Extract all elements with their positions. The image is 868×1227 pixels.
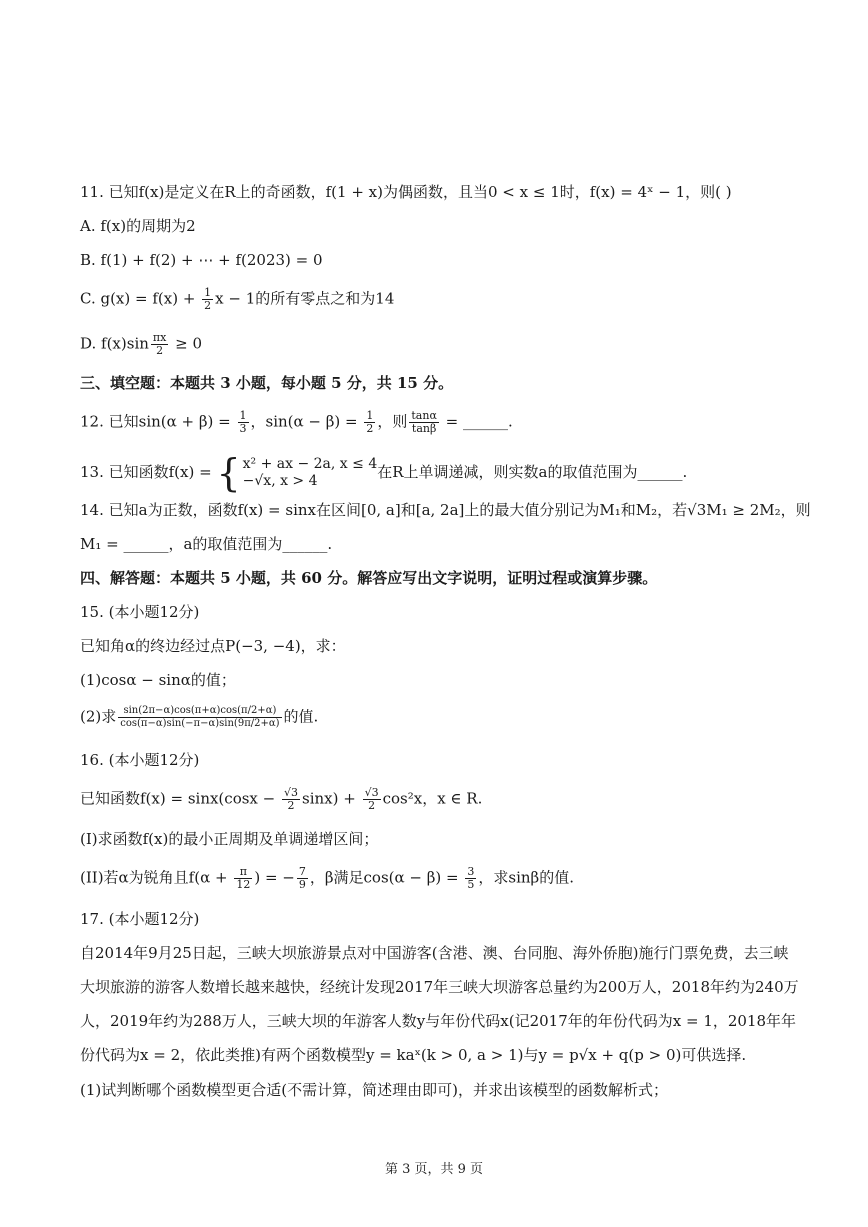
q16-part-2-fraction-3: $\frac{3}{5}$ [467, 865, 475, 891]
q13-pre: 13. 已知函数f(x) = [80, 463, 217, 481]
q16-part-2-fraction-1: $\frac{\pi}{12}$ [236, 865, 251, 891]
q15-stem: 已知角α的终边经过点P(−3, −4)，求： [80, 637, 346, 655]
q11-stem: 11. 已知f(x)是定义在R上的奇函数，f(1 + x)为偶函数，且当0 < x ≤ 1时，f(x) = 4ˣ − 1，则( ) [80, 183, 732, 201]
q11-option-b: B. f(1) + f(2) + ⋯ + f(2023) = 0 [80, 251, 323, 269]
q13 [80, 451, 688, 495]
q11-option-d-fraction: $\frac{\pi x}{2}$ [152, 331, 167, 357]
q17-part-1: (1)试判断哪个函数模型更合适(不需计算，简述理由即可)，并求出该模型的函数解析式； [80, 1081, 668, 1099]
q16-stem [80, 787, 482, 812]
q13-case-1: x² + ax − 2a, x ≤ 4 [242, 456, 378, 472]
q11-option-d-pre: D. f(x)sin [80, 334, 149, 353]
q11-option-d [80, 332, 202, 357]
q12-mid: ，sin(α − β) = [250, 412, 363, 431]
q13-case-2: −√x, x > 4 [242, 473, 318, 489]
q15-part-1: (1)cosα − sinα的值； [80, 671, 236, 689]
q16-stem-fraction-1: $\frac{√3}{2}$ [283, 786, 298, 812]
q14-line-2: M₁ = ______，a的取值范围为______. [80, 535, 333, 553]
q15-title: 15. (本小题12分) [80, 603, 200, 621]
q15-part-2-post: 的值. [283, 707, 319, 726]
q16-part-2-mid2: ，β满足cos(α − β) = [309, 868, 464, 887]
q17-line-2: 大坝旅游的游客人数增长越来越快，经统计发现2017年三峡大坝游客总量约为200万人，2018年约为240万 [80, 978, 799, 996]
q11-option-c [80, 287, 394, 312]
q17-line-3: 人，2019年约为288万人，三峡大坝的年游客人数y与年份代码x(记2017年的年份代码为x = 1，2018年年 [80, 1012, 797, 1030]
q16-part-2-fraction-2: $\frac{7}{9}$ [298, 865, 306, 891]
q12 [80, 410, 513, 435]
q11-option-c-post: x − 1的所有零点之和为14 [215, 289, 395, 308]
q16-stem-fraction-2: $\frac{√3}{2}$ [364, 786, 379, 812]
q11-option-c-pre: C. g(x) = f(x) + [80, 289, 201, 308]
q16-stem-mid: sinx) + [302, 789, 361, 808]
section4-heading: 四、解答题：本题共 5 小题，共 60 分。解答应写出文字说明，证明过程或演算步骤。 [80, 569, 658, 587]
q17-line-4: 份代码为x = 2，依此类推)有两个函数模型y = kaˣ(k > 0, a > 1)与y = p√x + q(p > 0)可供选择. [80, 1046, 747, 1064]
q16-part-2 [80, 866, 574, 891]
q17-title: 17. (本小题12分) [80, 910, 200, 928]
q12-post: = ______. [440, 412, 513, 431]
q12-fraction-3: $\frac{\tan\alpha}{\tan\beta}$ [411, 409, 437, 435]
q16-part-2-post: ，求sinβ的值. [478, 868, 574, 887]
q12-fraction-2: $\frac{1}{2}$ [366, 409, 374, 435]
q15-part-2-pre: (2)求 [80, 707, 117, 726]
q12-mid2: ，则 [377, 412, 408, 431]
section3-heading: 三、填空题：本题共 3 小题，每小题 5 分，共 15 分。 [80, 374, 454, 392]
q12-fraction-1: $\frac{1}{3}$ [239, 409, 247, 435]
q11-option-a: A. f(x)的周期为2 [80, 217, 196, 235]
q13-piecewise: { x² + ax − 2a, x ≤ 4 −√x, x > 4 [216, 451, 378, 495]
q16-stem-pre: 已知函数f(x) = sinx(cosx − [80, 789, 280, 808]
q14-line-1: 14. 已知a为正数，函数f(x) = sinx在区间[0, a]和[a, 2a]上的最大值分别记为M₁和M₂，若√3M₁ ≥ 2M₂，则 [80, 501, 811, 519]
q15-part-2 [80, 705, 318, 730]
q16-part-2-pre: (II)若α为锐角且f(α + [80, 868, 233, 887]
q17-line-1: 自2014年9月25日起，三峡大坝旅游景点对中国游客(含港、澳、台同胞、海外侨胞)施行门票免费，去三峡 [80, 944, 789, 962]
q15-part-2-fraction: $\frac{\sin(2\pi-\alpha)\cos(\pi+\alpha)\cos(\pi/2+\alpha)}{\cos(\pi-\alpha)\sin(-\pi-\alpha)\sin(9\pi/2+\alpha)}$ [120, 705, 280, 729]
q12-pre: 12. 已知sin(α + β) = [80, 412, 236, 431]
q16-part-2-mid: ) = − [254, 868, 295, 887]
q11-option-c-fraction: $\frac{1}{2}$ [204, 286, 212, 312]
q13-post: 在R上单调递减，则实数a的取值范围为______. [377, 463, 688, 481]
page-footer: 第 3 页，共 9 页 [384, 1162, 484, 1177]
q16-part-1: (I)求函数f(x)的最小正周期及单调递增区间； [80, 830, 379, 848]
q16-title: 16. (本小题12分) [80, 751, 200, 769]
q16-stem-post: cos²x，x ∈ R. [382, 789, 483, 808]
q11-option-d-post: ≥ 0 [170, 334, 202, 353]
